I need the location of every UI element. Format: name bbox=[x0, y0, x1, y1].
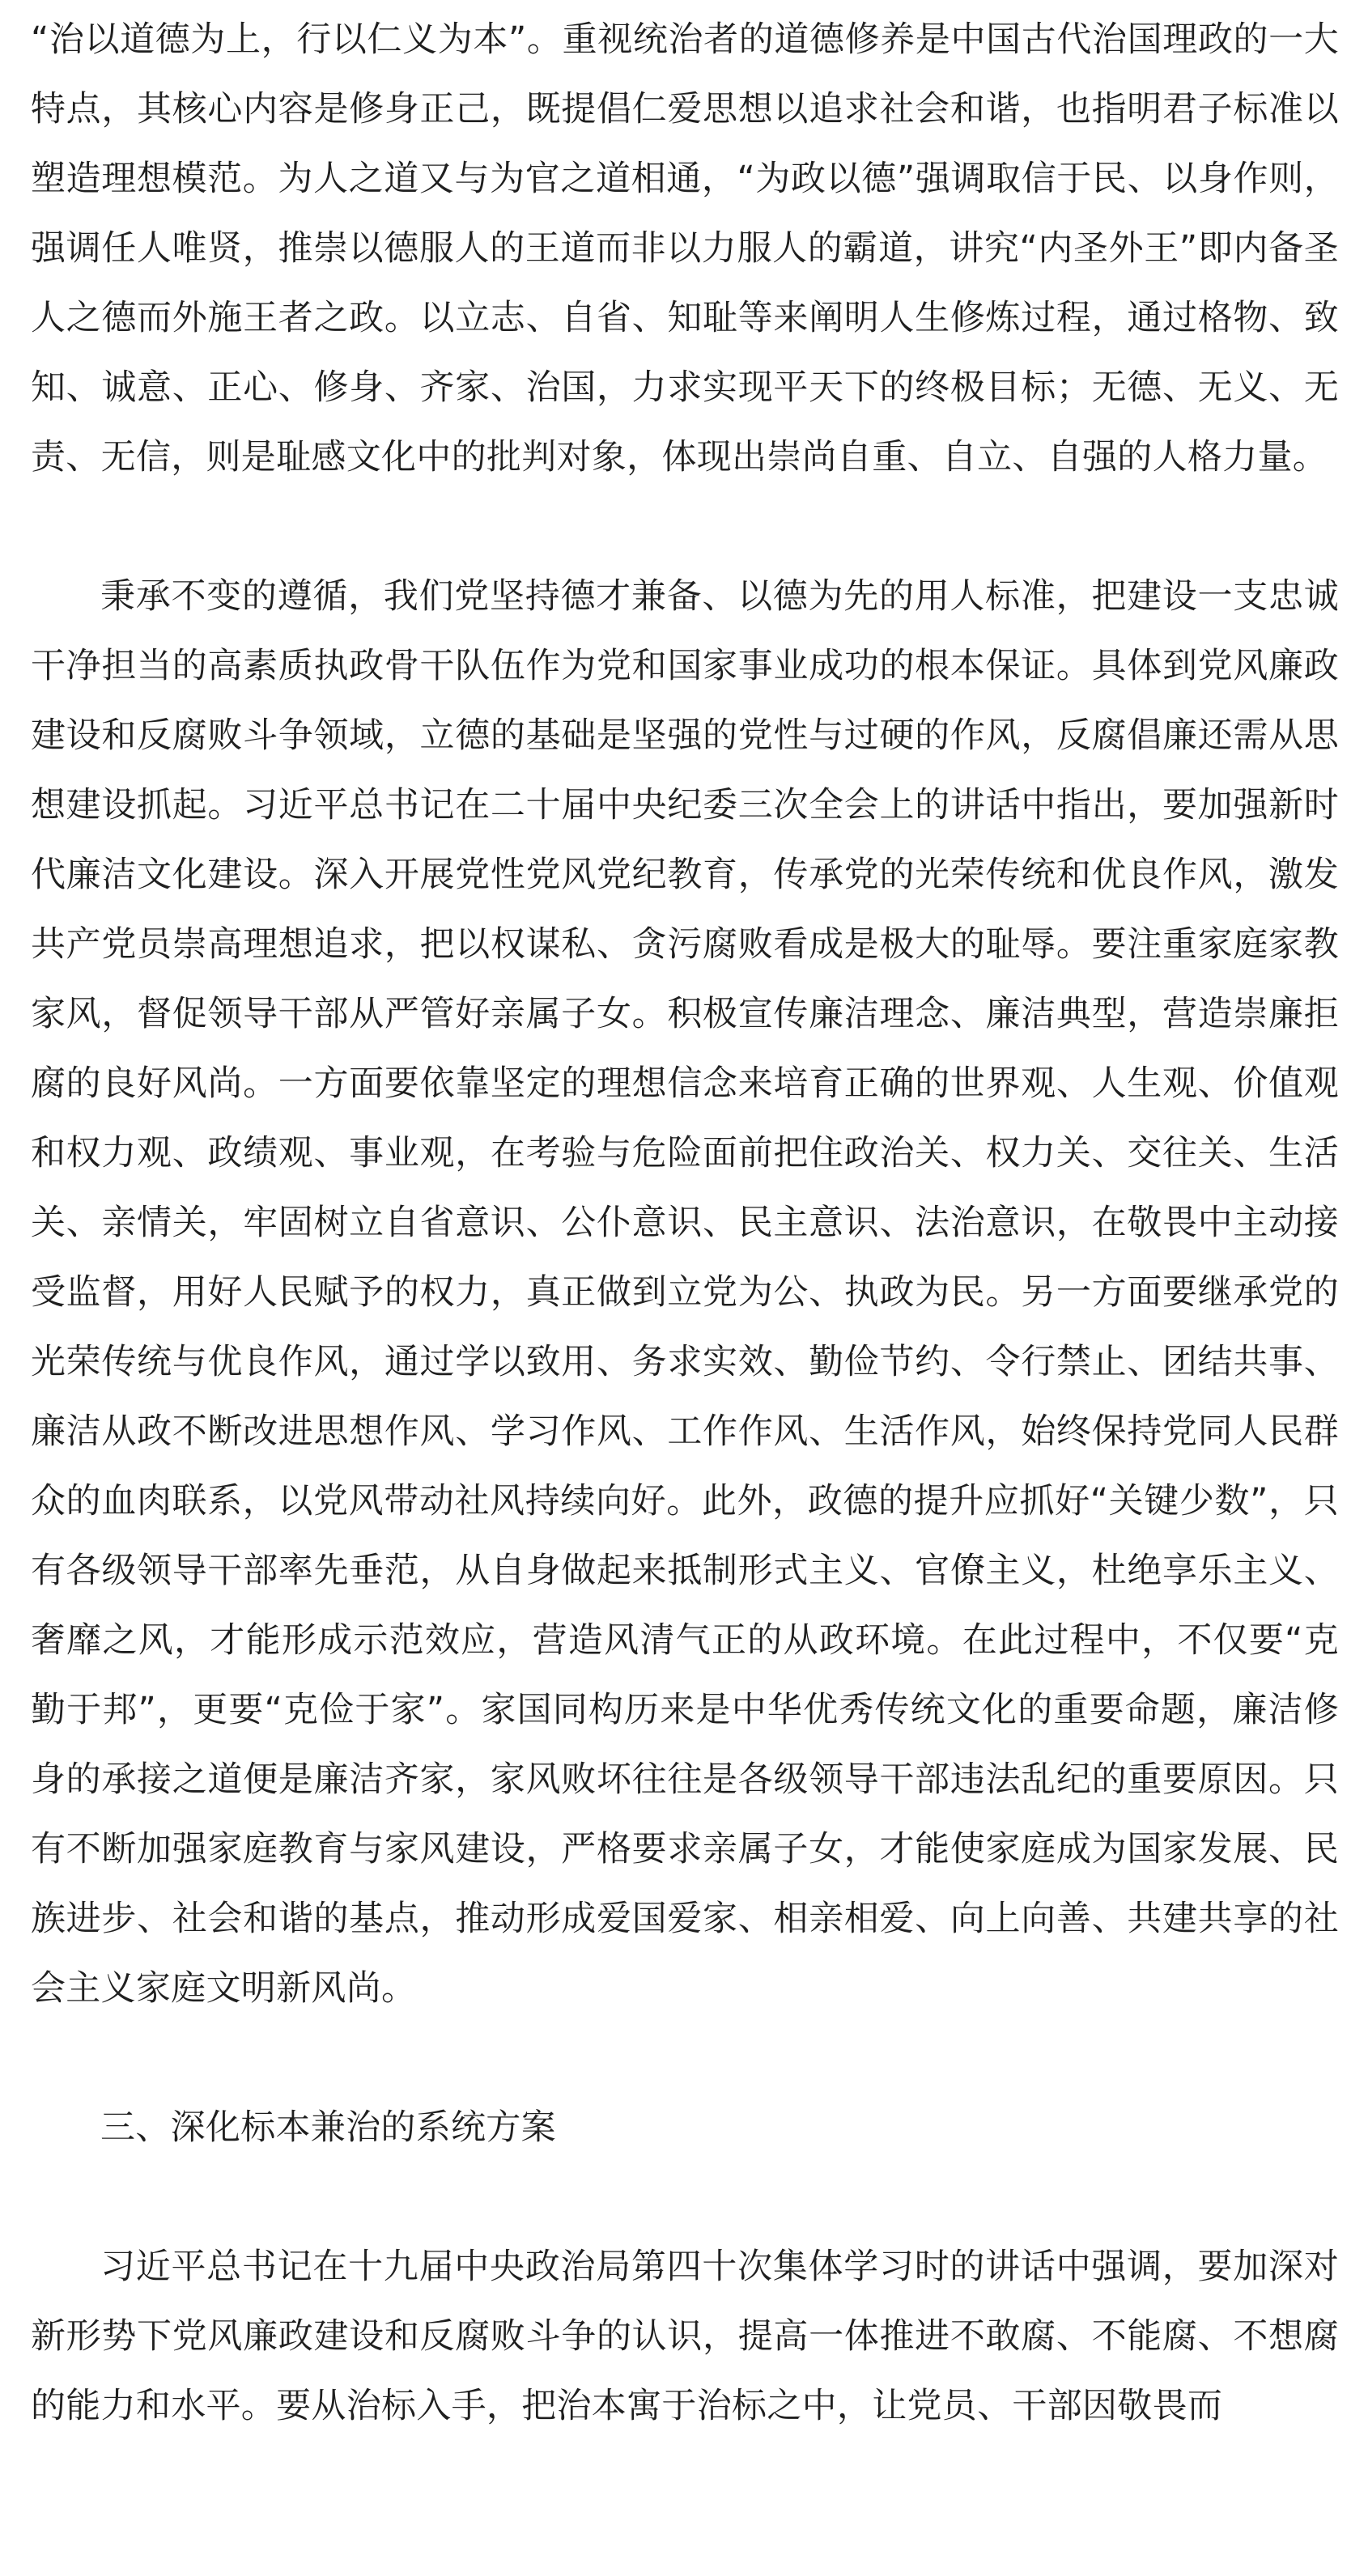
paragraph-governance-morality: “治以道德为上，行以仁义为本”。重视统治者的道德修养是中国古代治国理政的一大特点，其核心内容是修身正己，既提倡仁爱思想以追求社会和谐，也指明君子标准以塑造理想模范。为人之道又与为官之道相通，“为政以德”强调取信于民、以身作则，强调任人唯贤，推崇以德服人的王道而非以力服人的霸道，讲究“内圣外王”即内备圣人之德而外施王者之政。以立志、自省、知耻等来阐明人生修炼过程，通过格物、致知、诚意、正心、修身、齐家、治国，力求实现平天下的终极目标；无德、无义、无责、无信，则是耻感文化中的批判对象，体现出崇尚自重、自立、自强的人格力量。 bbox=[31, 19, 1339, 477]
paragraph-root-and-branch: 习近平总书记在十九届中央政治局第四十次集体学习时的讲话中强调，要加深对新形势下党风廉政建设和反腐败斗争的认识，提高一体推进不敢腐、不能腐、不想腐的能力和水平。要从治标入手，把治本寓于治标之中，让党员、干部因敬畏而 bbox=[31, 2247, 1339, 2426]
paragraph-party-integrity: 秉承不变的遵循，我们党坚持德才兼备、以德为先的用人标准，把建设一支忠诚干净担当的高素质执政骨干队伍作为党和国家事业成功的根本保证。具体到党风廉政建设和反腐败斗争领域，立德的基础是坚强的党性与过硬的作风，反腐倡廉还需从思想建设抓起。习近平总书记在二十届中央纪委三次全会上的讲话中指出，要加强新时代廉洁文化建设。深入开展党性党风党纪教育，传承党的光荣传统和优良作风，激发共产党员崇高理想追求，把以权谋私、贪污腐败看成是极大的耻辱。要注重家庭家教家风，督促领导干部从严管好亲属子女。积极宣传廉洁理念、廉洁典型，营造崇廉拒腐的良好风尚。一方面要依靠坚定的理想信念来培育正确的世界观、人生观、价值观和权力观、政绩观、事业观，在考验与危险面前把住政治关、权力关、交往关、生活关、亲情关，牢固树立自省意识、公仆意识、民主意识、法治意识，在敬畏中主动接受监督，用好人民赋予的权力，真正做到立党为公、执政为民。另一方面要继承党的光荣传统与优良作风，通过学以致用、务求实效、勤俭节约、令行禁止、团结共事、廉洁从政不断改进思想作风、学习作风、工作作风、生活作风，始终保持党同人民群众的血肉联系，以党风带动社风持续向好。此外，政德的提升应抓好“关键少数”，只有各级领导干部率先垂范，从自身做起来抵制形式主义、官僚主义，杜绝享乐主义、奢靡之风，才能形成示范效应，营造风清气正的从政环境。在此过程中，不仅要“克勤于邦”，更要“克俭于家”。家国同构历来是中华优秀传统文化的重要命题，廉洁修身的承接之道便是廉洁齐家，家风败坏往往是各级领导干部违法乱纪的重要原因。只有不断加强家庭教育与家风建设，严格要求亲属子女，才能使家庭成为国家发展、民族进步、社会和谐的基点，推动形成爱国爱家、相亲相爱、向上向善、共建共享的社会主义家庭文明新风尚。 bbox=[31, 576, 1339, 2009]
article-body bbox=[31, 5, 1339, 2441]
section-heading: 三、深化标本兼治的系统方案 bbox=[100, 2107, 556, 2148]
